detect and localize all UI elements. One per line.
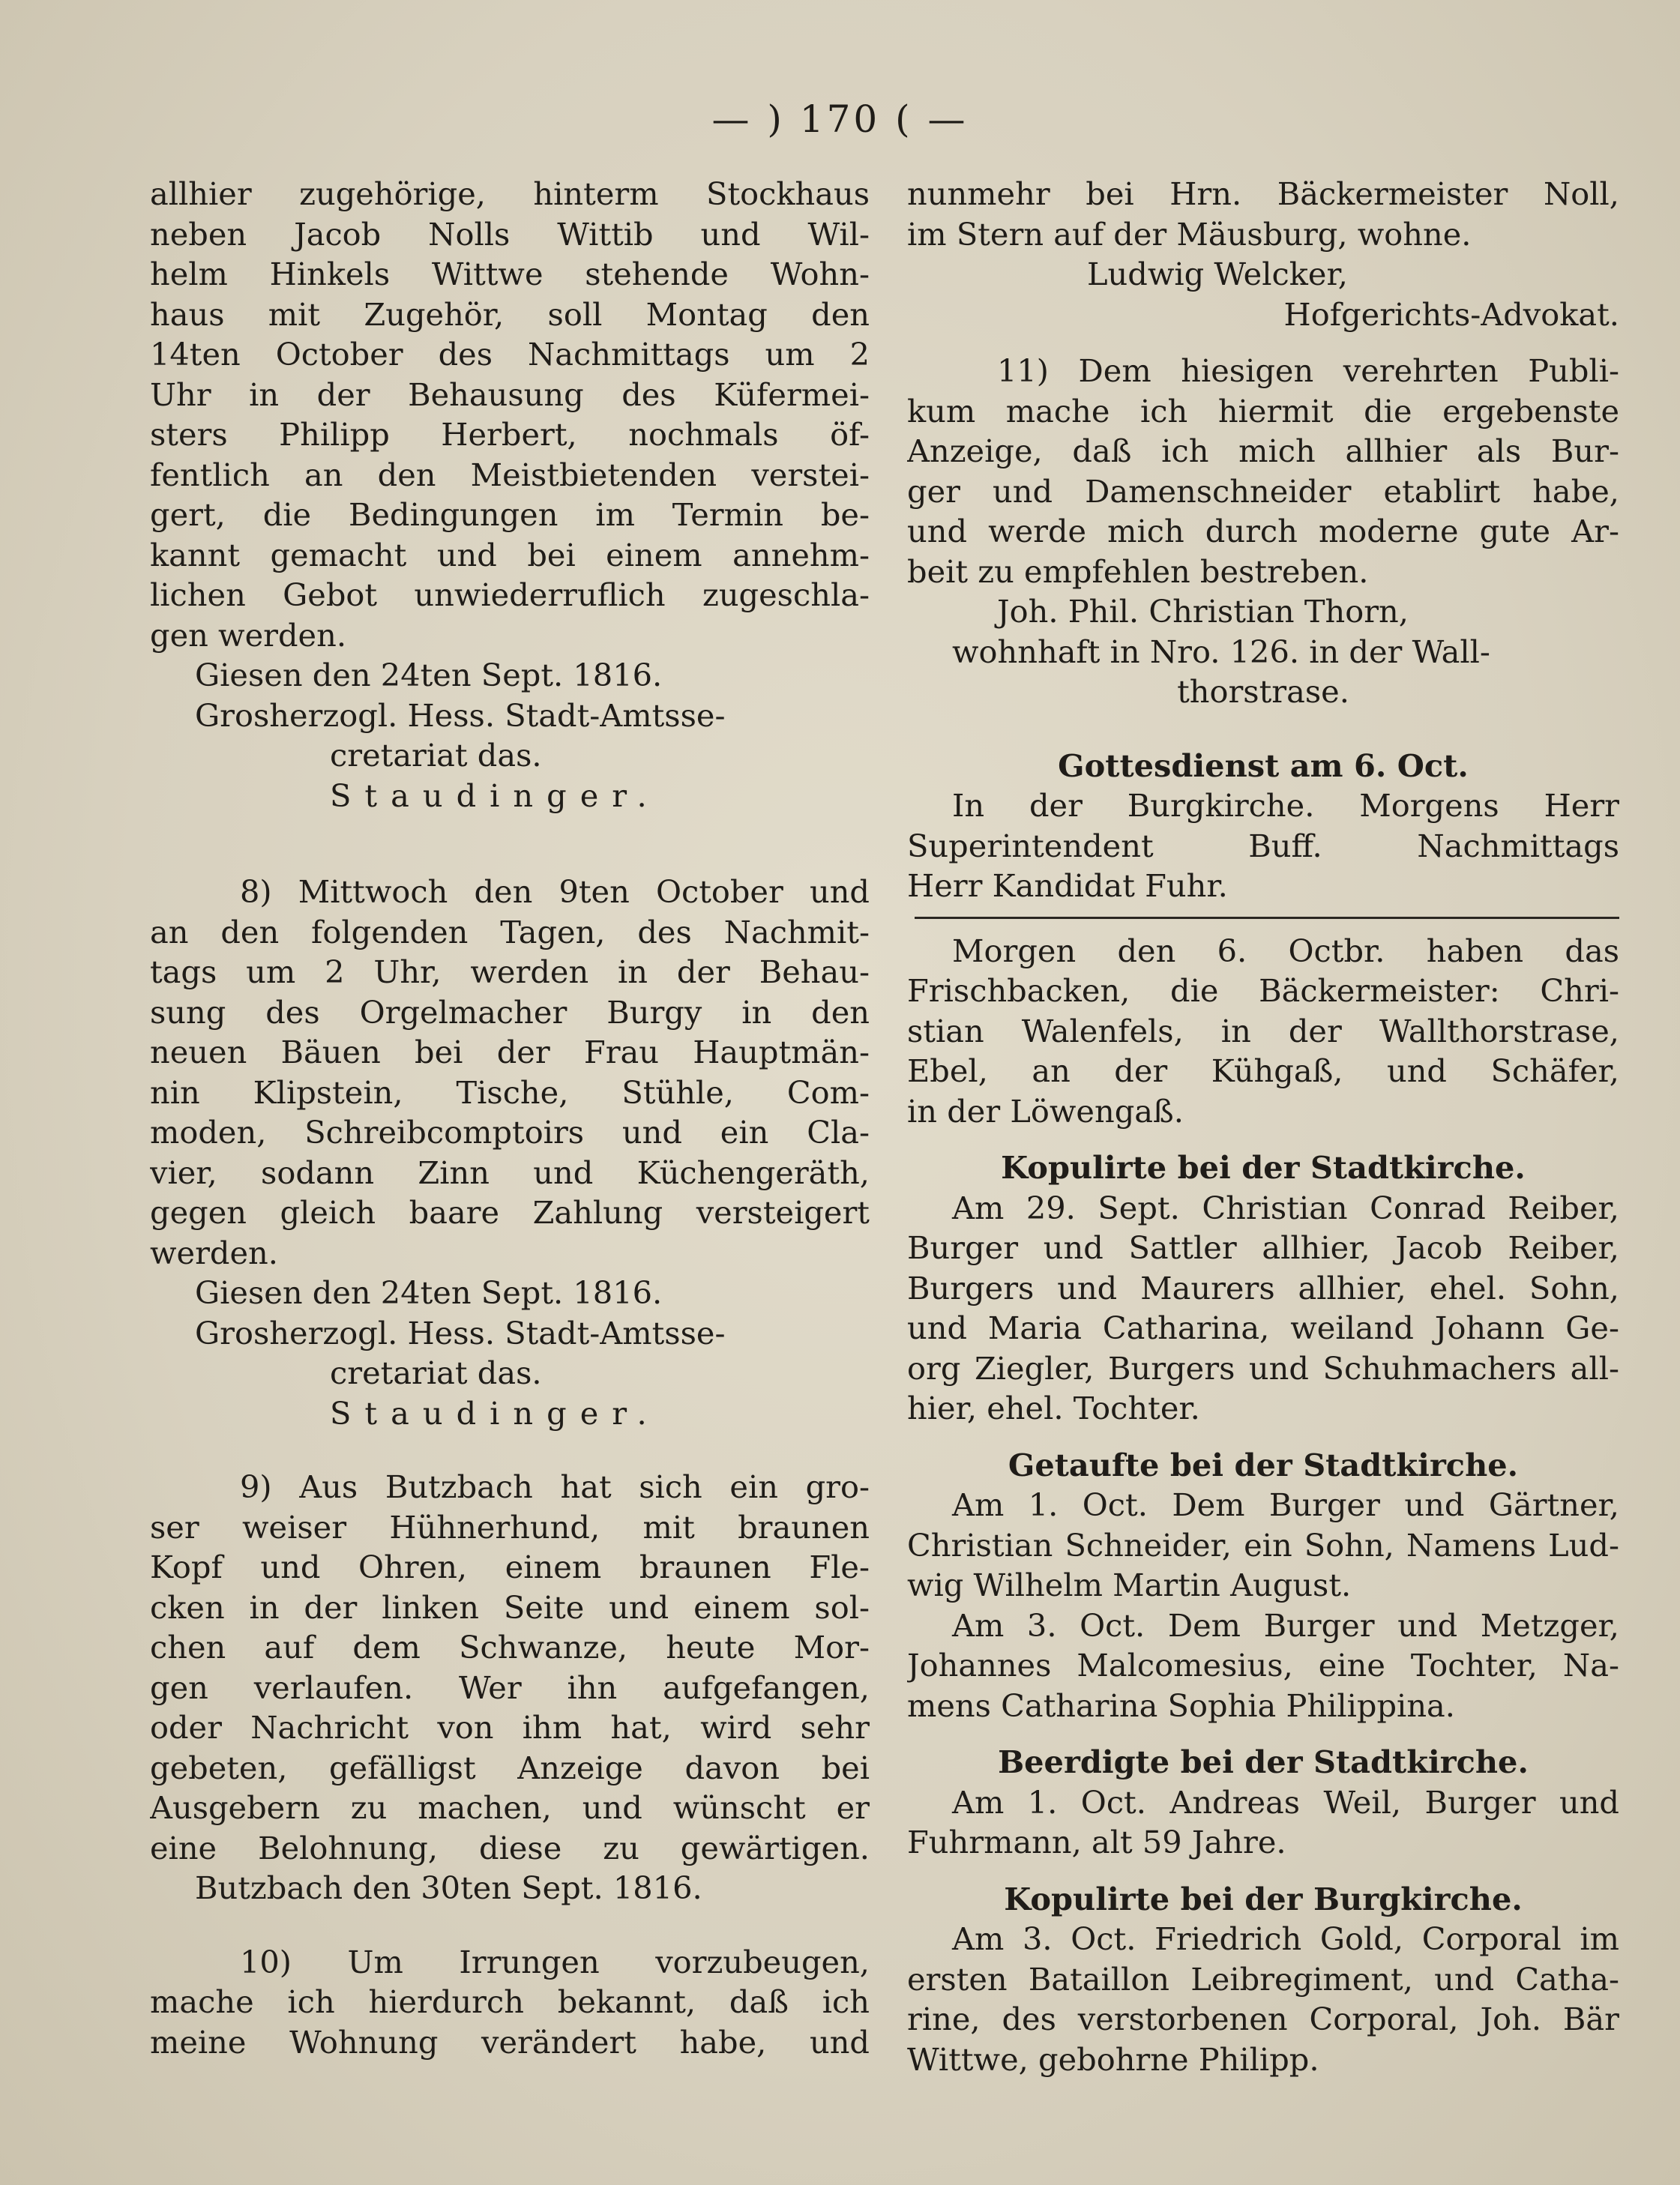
- text-line: Am 29. Sept. Christian Conrad Reiber,: [952, 1189, 1619, 1226]
- text-line: ersten Bataillon Leibregiment, und Catha-: [907, 1960, 1619, 1998]
- text-line: Kopf und Ohren, einem braunen Fle-: [150, 1549, 870, 1585]
- notice-11-signature-address-cont: thorstrase.: [1177, 673, 1349, 710]
- text-line: 8) Mittwoch den 9ten October und: [240, 873, 870, 910]
- marriages-stadt-heading: Kopulirte bei der Stadtkirche.: [1001, 1149, 1526, 1186]
- text-line: cken in der linken Seite und einem sol-: [150, 1588, 870, 1626]
- text-line: 9) Aus Butzbach hat sich ein gro-: [240, 1468, 870, 1505]
- text-line: Uhr in der Behausung des Küfermei-: [150, 376, 870, 413]
- text-line: sung des Orgelmacher Burgy in den: [150, 993, 870, 1031]
- text-line: Johannes Malcomesius, eine Tochter, Na-: [907, 1647, 1619, 1684]
- notice-8-body: [150, 872, 870, 1273]
- baptisms-list: [907, 1485, 1619, 1726]
- notice-7-authority-cont: cretariat das.: [330, 737, 542, 774]
- text-line: sters Philipp Herbert, nochmals öf-: [150, 416, 870, 453]
- text-line: werden.: [150, 1234, 278, 1271]
- text-line: hier, ehel. Tochter.: [907, 1390, 1200, 1426]
- text-line: 11) Dem hiesigen verehrten Publi-: [997, 352, 1619, 389]
- text-line: Superintendent Buff. Nachmittags: [907, 827, 1619, 864]
- text-line: tags um 2 Uhr, werden in der Behau-: [150, 953, 870, 990]
- text-line: vier, sodann Zinn und Küchengeräth,: [150, 1154, 870, 1191]
- text-line: kum mache ich hiermit die ergebenste: [907, 392, 1619, 430]
- notice-11-signature-address: wohnhaft in Nro. 126. in der Wall-: [952, 633, 1490, 670]
- text-line: Morgen den 6. Octbr. haben das: [952, 932, 1619, 969]
- right-column: [907, 174, 1619, 2079]
- notice-11-body: [907, 351, 1619, 591]
- text-line: 14ten October des Nachmittags um 2: [150, 336, 870, 373]
- text-line: Burger und Sattler allhier, Jacob Reiber,: [907, 1229, 1619, 1266]
- burials-list: [907, 1782, 1619, 1863]
- text-line: Am 1. Oct. Dem Burger und Gärtner,: [952, 1486, 1619, 1523]
- text-line: gebeten, gefälligst Anzeige davon bei: [150, 1749, 870, 1786]
- text-line: kannt gemacht und bei einem annehm-: [150, 536, 870, 573]
- service-schedule: [907, 786, 1619, 906]
- text-line: helm Hinkels Wittwe stehende Wohn-: [150, 256, 870, 292]
- text-line: ger und Damenschneider etablirt habe,: [907, 472, 1619, 510]
- text-line: 10) Um Irrungen vorzubeugen,: [240, 1943, 870, 1980]
- text-line: org Ziegler, Burgers und Schuhmachers all-: [907, 1349, 1619, 1387]
- text-line: Herr Kandidat Fuhr.: [907, 867, 1228, 904]
- text-line: moden, Schreibcomptoirs und ein Cla-: [150, 1114, 870, 1151]
- text-line: gen werden.: [150, 616, 347, 654]
- notice-10-signature-title: Hofgerichts-Advokat.: [1283, 295, 1619, 333]
- text-line: neben Jacob Nolls Wittib und Wil-: [150, 215, 870, 253]
- notice-10-body: [150, 1942, 870, 2063]
- notice-8-authority-cont: cretariat das.: [330, 1354, 542, 1391]
- notice-7-body: [150, 174, 870, 655]
- baptisms-heading: Getaufte bei der Stadtkirche.: [1008, 1446, 1519, 1483]
- text-line: Wittwe, gebohrne Philipp.: [907, 2040, 1319, 2078]
- notice-8-date: Giesen den 24ten Sept. 1816.: [195, 1274, 663, 1311]
- text-line: allhier zugehörige, hinterm Stockhaus: [150, 175, 870, 212]
- text-line: ser weiser Hühnerhund, mit braunen: [150, 1508, 870, 1546]
- text-line: In der Burgkirche. Morgens Herr: [952, 787, 1619, 824]
- left-column: [150, 174, 870, 2062]
- text-line: stian Walenfels, in der Wallthorstrase,: [907, 1012, 1619, 1049]
- text-line: eine Belohnung, diese zu gewärtigen.: [150, 1829, 870, 1866]
- notice-9-date: Butzbach den 30ten Sept. 1816.: [195, 1869, 702, 1906]
- text-line: wig Wilhelm Martin August.: [907, 1567, 1352, 1603]
- text-line: meine Wohnung verändert habe, und: [150, 2023, 870, 2061]
- bakers-notice: [907, 931, 1619, 1132]
- text-line: chen auf dem Schwanze, heute Mor-: [150, 1629, 870, 1666]
- text-line: und Maria Catharina, weiland Johann Ge-: [907, 1310, 1619, 1346]
- marriages-stadt-list: [907, 1188, 1619, 1429]
- text-line: oder Nachricht von ihm hat, wird sehr: [150, 1709, 870, 1746]
- text-line: an den folgenden Tagen, des Nachmit-: [150, 913, 870, 950]
- text-line: nunmehr bei Hrn. Bäckermeister Noll,: [907, 175, 1619, 212]
- page-number-header: — ) 170 ( —: [711, 97, 969, 141]
- text-line: gen verlaufen. Wer ihn aufgefangen,: [150, 1669, 870, 1706]
- text-line: Am 1. Oct. Andreas Weil, Burger und: [952, 1783, 1619, 1821]
- marriages-burg-list: [907, 1919, 1619, 2079]
- notice-9-body: [150, 1467, 870, 1868]
- section-divider: [915, 917, 1619, 919]
- text-line: mache ich hierdurch bekannt, daß ich: [150, 1983, 870, 2020]
- text-line: beit zu empfehlen bestreben.: [907, 552, 1369, 590]
- text-line: haus mit Zugehör, soll Montag den: [150, 295, 870, 333]
- text-line: Fuhrmann, alt 59 Jahre.: [907, 1824, 1286, 1860]
- text-line: Burgers und Maurers allhier, ehel. Sohn,: [907, 1269, 1619, 1307]
- notice-8-signature: Staudinger.: [330, 1394, 660, 1432]
- notice-7-signature: Staudinger.: [330, 777, 660, 814]
- notice-10-signature-name: Ludwig Welcker,: [1087, 256, 1348, 292]
- text-line: neuen Bäuen bei der Frau Hauptmän-: [150, 1034, 870, 1070]
- service-heading: Gottesdienst am 6. Oct.: [1058, 747, 1469, 784]
- notice-7-authority: Grosherzogl. Hess. Stadt-Amtsse-: [195, 696, 726, 734]
- notice-10-continuation: [907, 174, 1619, 254]
- text-line: lichen Gebot unwiederruflich zugeschla-: [150, 576, 870, 613]
- text-line: Christian Schneider, ein Sohn, Namens Lud-: [907, 1526, 1619, 1564]
- text-line: Anzeige, daß ich mich allhier als Bur-: [907, 433, 1619, 469]
- text-line: mens Catharina Sophia Philippina.: [907, 1687, 1455, 1724]
- text-line: im Stern auf der Mäusburg, wohne.: [907, 215, 1472, 253]
- text-line: fentlich an den Meistbietenden verstei-: [150, 456, 870, 493]
- text-line: nin Klipstein, Tische, Stühle, Com-: [150, 1073, 870, 1111]
- text-line: Ebel, an der Kühgaß, und Schäfer,: [907, 1052, 1619, 1089]
- text-line: Ausgebern zu machen, und wünscht er: [150, 1789, 870, 1826]
- text-line: Frischbacken, die Bäckermeister: Chri-: [907, 972, 1619, 1009]
- text-line: gegen gleich baare Zahlung versteigert: [150, 1194, 870, 1231]
- text-line: gert, die Bedingungen im Termin be-: [150, 496, 870, 533]
- notice-7-date: Giesen den 24ten Sept. 1816.: [195, 657, 663, 693]
- burials-heading: Beerdigte bei der Stadtkirche.: [998, 1744, 1529, 1780]
- text-line: Am 3. Oct. Friedrich Gold, Corporal im: [952, 1920, 1619, 1957]
- notice-11-signature-name: Joh. Phil. Christian Thorn,: [997, 593, 1409, 630]
- text-line: in der Löwengaß.: [907, 1092, 1184, 1130]
- text-line: und werde mich durch moderne gute Ar-: [907, 513, 1619, 549]
- text-line: rine, des verstorbenen Corporal, Joh. Bär: [907, 2001, 1619, 2037]
- notice-8-authority: Grosherzogl. Hess. Stadt-Amtsse-: [195, 1314, 726, 1351]
- text-line: Am 3. Oct. Dem Burger und Metzger,: [952, 1606, 1619, 1644]
- marriages-burg-heading: Kopulirte bei der Burgkirche.: [1004, 1880, 1523, 1917]
